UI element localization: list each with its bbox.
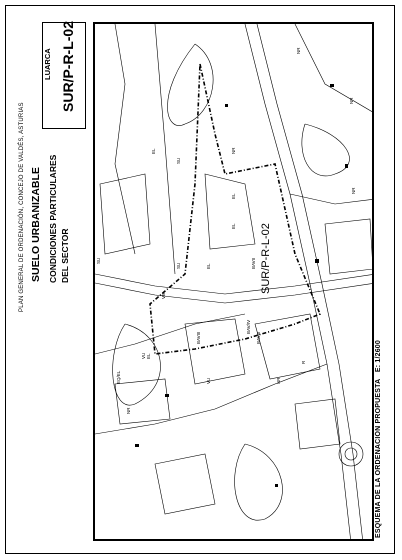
zone-su-2: SU: [96, 257, 101, 264]
subtitle-line-1: CONDICIONES PARTICULARES: [48, 154, 58, 283]
category-title: SUELO URBANIZABLE: [30, 167, 42, 282]
zone-r: R: [301, 360, 306, 364]
zone-baviii: BAVIII: [196, 331, 201, 344]
parcel-5: [295, 399, 340, 449]
roundabout-inner: [345, 448, 357, 460]
cross-road-a: [95, 274, 374, 294]
building-3: [135, 444, 139, 447]
zone-su-3: SU: [176, 262, 181, 269]
zone-nr-3: NR: [231, 147, 236, 154]
building-7: [165, 394, 169, 397]
road-north-east: [295, 24, 374, 114]
parcel-6: [325, 219, 373, 274]
parcel-3: [255, 314, 320, 379]
scale-label: E: 1/2600: [375, 340, 382, 373]
zone-eqel: EQ/EL: [116, 370, 121, 384]
parcel-4: [115, 379, 170, 424]
plan-title: PLAN GENERAL DE ORDENACIÓN, CONCEJO DE VALDÉS, ASTURIAS: [19, 102, 25, 312]
road-west: [155, 24, 175, 274]
zone-su-1: SU: [176, 157, 181, 164]
zone-baviv: BAV/IV: [246, 319, 251, 334]
place-name: LUARCA: [43, 48, 52, 80]
road-far-west: [115, 24, 135, 254]
building-6: [225, 104, 228, 107]
building-1: [330, 84, 334, 87]
zone-nr-1: NR: [296, 47, 301, 54]
zone-vu-2: VU: [206, 377, 211, 384]
building-5: [315, 259, 319, 263]
parcel-2: [185, 319, 245, 384]
map-frame: [93, 22, 374, 541]
scheme-title: ESQUEMA DE LA ORDENACIÓN PROPUESTA: [375, 378, 382, 538]
zone-baviii-b: BAVIII: [256, 331, 261, 344]
roundabout: [339, 442, 363, 466]
building-4: [275, 484, 278, 487]
parcel-7: [100, 174, 150, 254]
zone-nr-5: NR: [276, 377, 281, 384]
zone-el-4: EL: [231, 223, 236, 229]
zone-bavii: BAVII: [251, 257, 256, 269]
sector-boundary: [150, 64, 320, 354]
contour-4: [235, 444, 283, 520]
cadastral-map: [95, 24, 374, 541]
scheme-caption: [375, 340, 382, 538]
zone-el-5: EL: [146, 353, 151, 359]
zone-nr-4: NR: [126, 407, 131, 414]
parcel-8: [155, 454, 215, 514]
contour-2: [302, 124, 350, 176]
contour-3: [113, 324, 161, 405]
zone-nr-2: NR: [349, 97, 354, 104]
zone-vu-1: VU: [141, 352, 146, 359]
sector-code: SUR/P-R-L-02: [60, 20, 76, 112]
zone-el-3: EL: [206, 263, 211, 269]
zone-el-2: EL: [231, 193, 236, 199]
main-road-edge-b: [257, 24, 363, 541]
building-2: [345, 164, 348, 168]
parcel-1: [205, 174, 255, 249]
zone-vb: VB: [161, 292, 166, 299]
zone-el-1: EL: [151, 148, 156, 154]
map-sector-label: SUR/P-R-L-02: [260, 223, 272, 294]
zone-nr-6: NR: [351, 187, 356, 194]
subtitle-line-2: DEL SECTOR: [60, 228, 70, 283]
contour-1: [168, 44, 214, 126]
